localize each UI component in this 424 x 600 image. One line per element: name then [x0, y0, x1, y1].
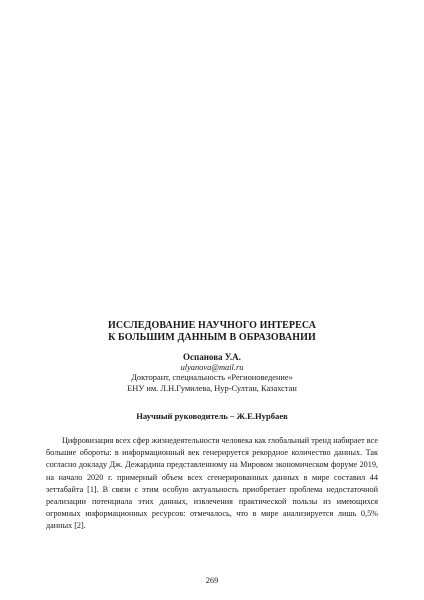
author-affiliation: ЕНУ им. Л.Н.Гумилева, Нур-Султан, Казахстан: [127, 383, 297, 393]
body-paragraph: Цифровизация всех сфер жизнедеятельности человека как глобальный тренд набирает все большие обороты: в информационный век генерируется рекордное количество данных. Так согласно докладу Дж. Дежардина представленному на Мировом экономическом форуме 2019, на начало 2020 г. примерный объем всех сгенерированных данных в мире составил 44 зеттабайта [1]. В связи с этим особую актуальность приобретает проблема недостаточной реализации потенциала этих данных, извлечения практической пользы из имеющихся огромных информационных ресурсов: отмечалось, что в мире анализируется лишь 0,5% данных [2].: [46, 436, 378, 531]
article-title-line-1: ИССЛЕДОВАНИЕ НАУЧНОГО ИНТЕРЕСА: [107, 320, 317, 331]
scientific-supervisor: Научный руководитель – Ж.Е.Нурбаев: [136, 411, 288, 421]
author-name: Оспанова У.А.: [183, 352, 241, 362]
article-title-line-2: К БОЛЬШИМ ДАННЫМ В ОБРАЗОВАНИИ: [108, 332, 316, 343]
author-position: Докторант, специальность «Регионоведение»: [131, 373, 293, 382]
article-title: [0, 320, 424, 344]
page-number: 269: [205, 576, 219, 585]
author-email: ulyanova@mail.ru: [180, 362, 244, 372]
author-block: [0, 352, 424, 394]
